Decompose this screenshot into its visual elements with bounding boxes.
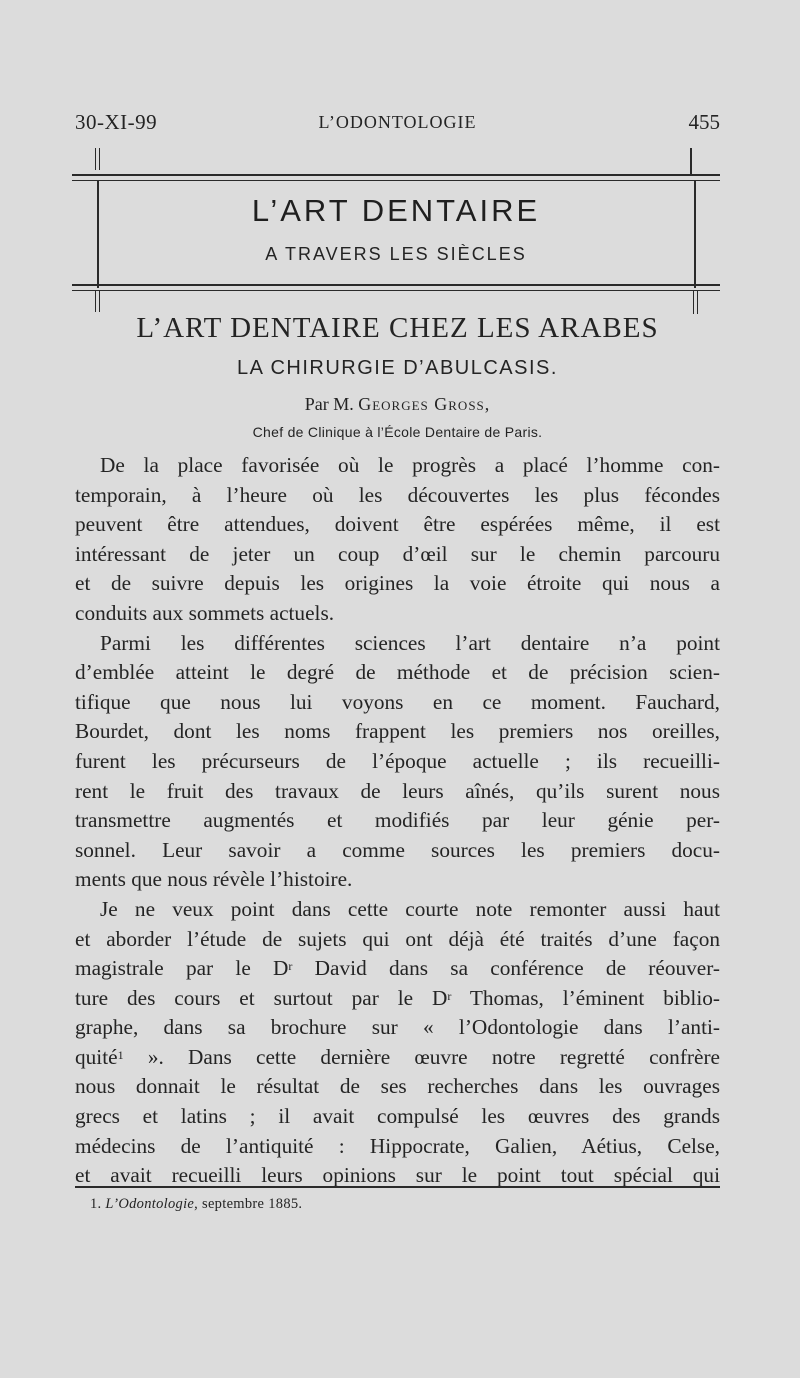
article-subtitle: LA CHIRURGIE D’ABULCASIS. xyxy=(237,357,558,379)
text-line: temporain, à l’heure où les découvertes les plus fécondes xyxy=(75,482,720,507)
text-line: conduits aux sommets actuels. xyxy=(75,600,335,625)
text-line: et de suivre depuis les origines la voie étroite qui nous a xyxy=(75,571,720,596)
author-affiliation: Chef de Clinique à l’École Dentaire de Paris. xyxy=(252,424,543,440)
footnote-divider xyxy=(75,1186,720,1188)
text-line xyxy=(75,1043,720,1073)
text-line: Je ne veux point dans cette courte note remonter aussi haut xyxy=(100,896,720,921)
text-line: et avait recueilli leurs opinions sur le point tout spécial qui xyxy=(75,1163,720,1188)
banner-title: L’ART DENTAIRE xyxy=(251,193,541,228)
text-line: d’emblée atteint le degré de méthode et de précision scien- xyxy=(75,660,720,685)
text-line: ments que nous révèle l’histoire. xyxy=(75,867,353,892)
banner-subtitle: A TRAVERS LES SIÈCLES xyxy=(265,244,527,264)
journal-name: L’ODONTOLOGIE xyxy=(318,112,477,132)
footnote-ref[interactable]: 1 xyxy=(117,1047,124,1062)
page-number: 455 xyxy=(688,110,720,134)
byline xyxy=(75,394,720,415)
text-line: et aborder l’étude de sujets qui ont déjà été traités d’une façon xyxy=(75,926,720,951)
author-name: Georges Gross, xyxy=(358,394,491,414)
superscript: r xyxy=(288,959,293,974)
text-line: tifique que nous lui voyons en ce moment. Fauchard, xyxy=(75,689,720,714)
text-line: sonnel. Leur savoir a comme sources les premiers docu- xyxy=(75,837,720,862)
text-run: Thomas, l’éminent biblio- xyxy=(451,985,720,1010)
paragraph xyxy=(75,895,720,1191)
footnote-source: L’Odontologie xyxy=(105,1196,195,1212)
text-run: ». Dans cette dernière œuvre notre regretté confrère xyxy=(123,1044,720,1069)
text-line: De la place favorisée où le progrès a placé l’homme con- xyxy=(100,453,720,477)
text-line: transmettre augmentés et modifiés par leur génie per- xyxy=(75,808,720,833)
text-line: peuvent être attendues, doivent être espérées même, il est xyxy=(75,512,720,537)
text-line: furent les précurseurs de l’époque actuelle ; ils recueilli- xyxy=(75,748,720,773)
text-run: magistrale par le D xyxy=(75,956,289,981)
text-line: Bourdet, dont les noms frappent les premiers nos oreilles, xyxy=(75,719,720,744)
text-run: ture des cours et surtout par le D xyxy=(75,985,448,1010)
paragraph xyxy=(75,451,720,629)
text-line xyxy=(75,954,720,984)
superscript: r xyxy=(447,988,452,1003)
text-line: Parmi les différentes sciences l’art dentaire n’a point xyxy=(100,630,720,655)
issue-date: 30-XI-99 xyxy=(75,110,158,134)
text-line: graphe, dans sa brochure sur « l’Odontologie dans l’anti- xyxy=(75,1015,720,1040)
text-line: rent le fruit des travaux de leurs aînés, qu’ils surent nous xyxy=(75,778,720,803)
text-line: médecins de l’antiquité : Hippocrate, Galien, Aétius, Celse, xyxy=(75,1133,720,1158)
footnote-number: 1. xyxy=(90,1196,106,1212)
text-line: intéressant de jeter un coup d’œil sur le chemin parcouru xyxy=(75,541,720,566)
footnote-text: , septembre 1885. xyxy=(194,1196,303,1212)
text-run: quité xyxy=(75,1044,118,1069)
running-head xyxy=(75,110,720,140)
text-line: grecs et latins ; il avait compulsé les œuvres des grands xyxy=(75,1104,720,1129)
text-line xyxy=(75,984,720,1014)
footnote xyxy=(90,1196,710,1213)
article-title: L’ART DENTAIRE CHEZ LES ARABES xyxy=(136,312,659,344)
text-run: David dans sa conférence de réouver- xyxy=(292,956,720,981)
article-body xyxy=(75,451,720,1191)
paragraph xyxy=(75,629,720,895)
byline-prefix: Par M. xyxy=(304,394,359,414)
text-line: nous donnait le résultat de ses recherches dans les ouvrages xyxy=(75,1074,720,1099)
